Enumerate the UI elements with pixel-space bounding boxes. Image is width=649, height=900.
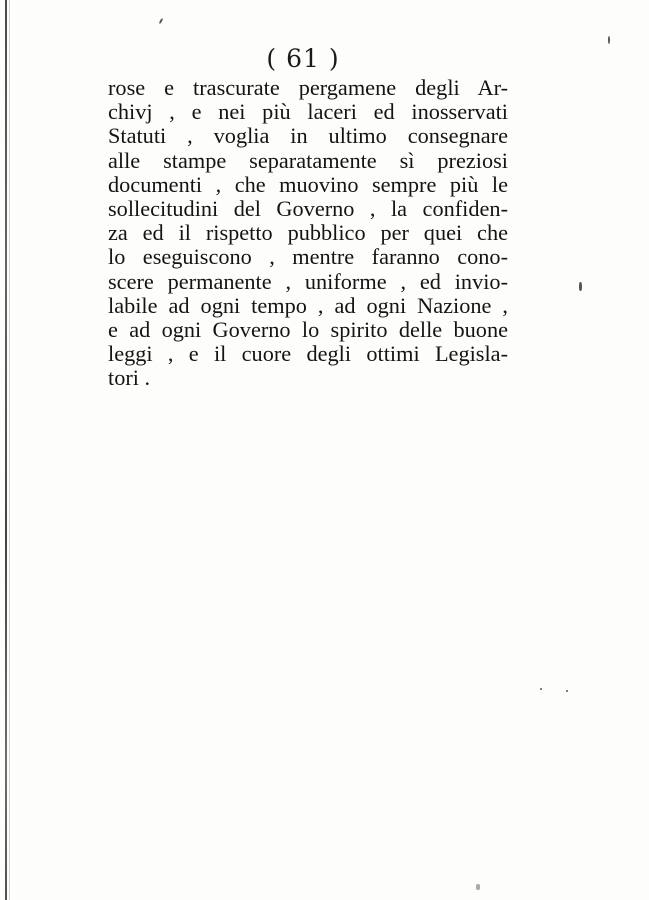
page-binding-edge bbox=[5, 0, 7, 900]
text-line: chivj , e nei più laceri ed inosservati bbox=[108, 99, 508, 125]
page-number: ( 61 ) bbox=[266, 44, 340, 73]
scan-speck bbox=[540, 688, 542, 690]
page-binding-shadow bbox=[9, 0, 10, 900]
text-line: Statuti , voglia in ultimo consegnare bbox=[108, 123, 508, 149]
scan-speck bbox=[159, 18, 164, 24]
body-text bbox=[108, 76, 508, 390]
text-line: za ed il rispetto pubblico per quei che bbox=[108, 220, 508, 246]
scan-speck bbox=[476, 884, 480, 890]
text-line: lo eseguiscono , mentre faranno cono- bbox=[108, 244, 508, 270]
text-line: alle stampe separatamente sì preziosi bbox=[108, 147, 508, 173]
scan-speck bbox=[579, 282, 582, 291]
text-line: documenti , che muovino sempre più le bbox=[108, 171, 508, 197]
text-line: leggi , e il cuore degli ottimi Legisla- bbox=[108, 341, 508, 367]
text-line: labile ad ogni tempo , ad ogni Nazione , bbox=[108, 292, 508, 318]
text-line: tori . bbox=[108, 365, 151, 391]
text-line: rose e trascurate pergamene degli Ar- bbox=[108, 75, 508, 100]
text-line: e ad ogni Governo lo spirito delle buone bbox=[108, 316, 508, 342]
text-line: scere permanente , uniforme , ed invio- bbox=[108, 268, 508, 294]
text-line: sollecitudini del Governo , la confiden- bbox=[108, 195, 508, 221]
scan-speck bbox=[566, 690, 568, 692]
scan-speck bbox=[608, 36, 610, 44]
